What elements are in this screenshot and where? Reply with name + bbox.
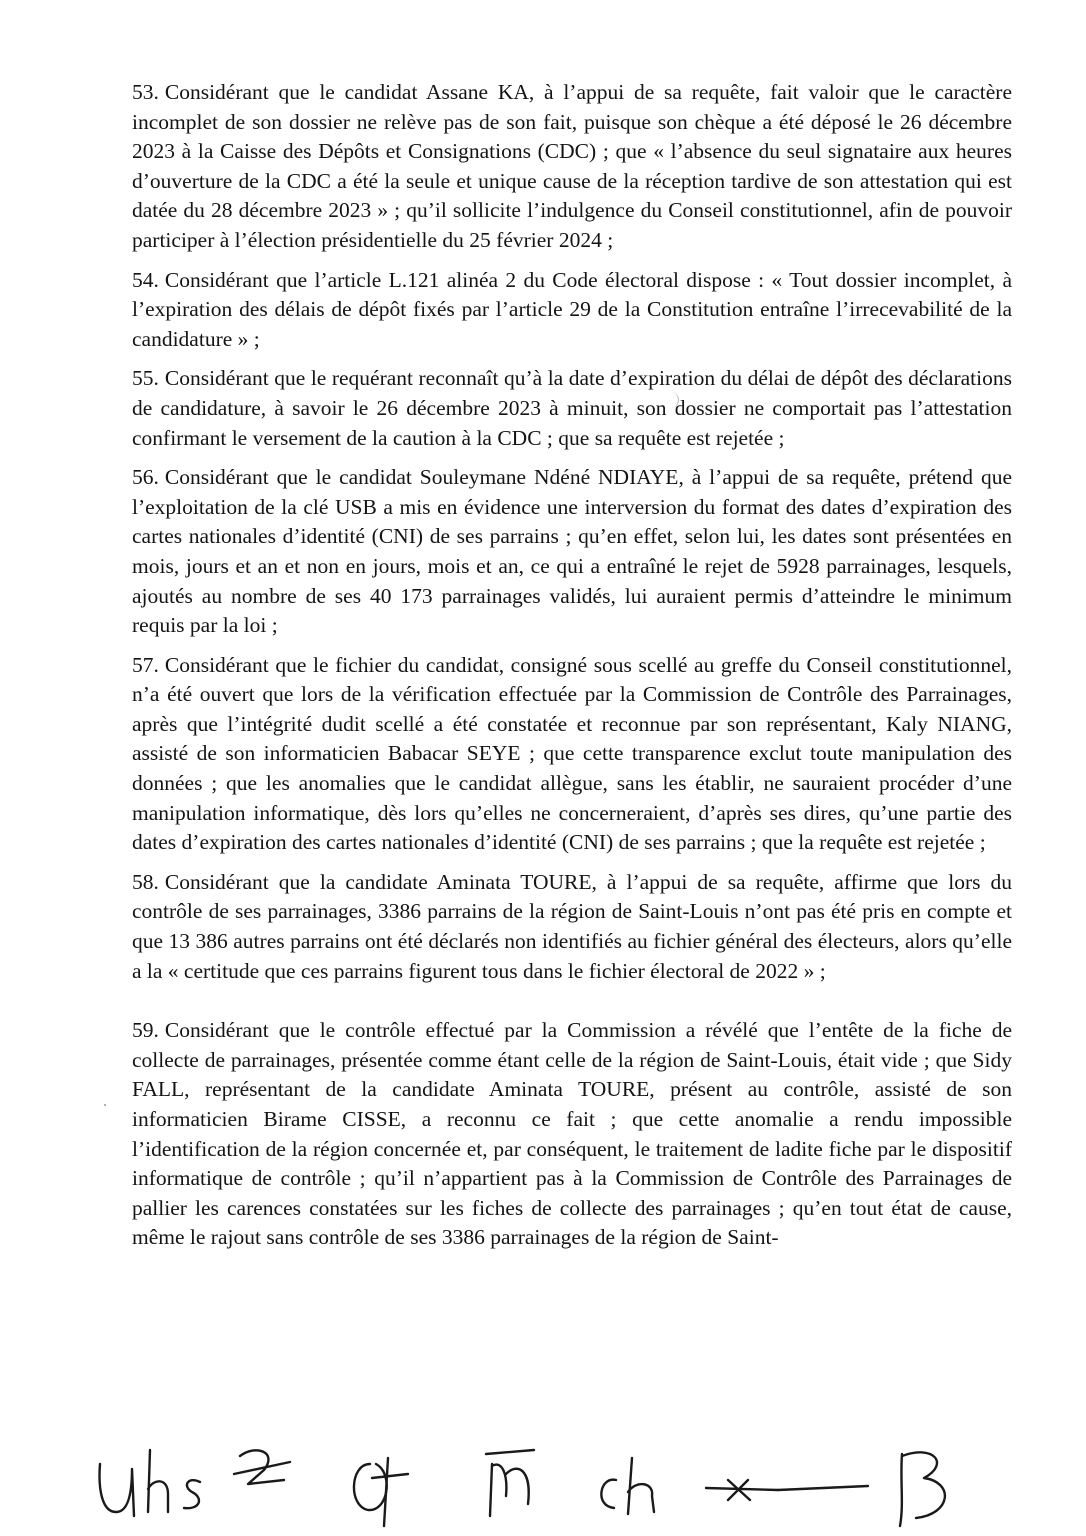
- paragraph-text: Considérant que le candidat Assane KA, à l’appui de sa requête, fait valoir que le caractère incomplet de son dossier ne relève pas de son fait, puisque son chèque a été déposé le 26 décembre 2023 à la Caisse des Dépôts et Consignations (CDC) ; que « l’absence du seul signataire aux heures d’ouverture de la CDC a été la seule et unique cause de la réception tardive de son attestation qui est datée du 28 décembre 2023 » ; qu’il sollicite l’indulgence du Conseil constitutionnel, afin de pouvoir participer à l’élection présidentielle du 25 février 2024 ;: [132, 80, 1012, 252]
- paragraph-56: [132, 463, 1012, 641]
- paragraph-text: Considérant que le fichier du candidat, consigné sous scellé au greffe du Conseil constitutionnel, n’a été ouvert que lors de la vérification effectuée par la Commission de Contrôle des Parrainages, après que l’intégrité dudit scellé a été constatée et reconnue par son représentant, Kaly NIANG, assisté de son informaticien Babacar SEYE ; que cette transparence exclut toute manipulation des données ; que les anomalies que le candidat allègue, sans les établir, ne sauraient procéder d’une manipulation informatique, dès lors qu’elles ne concerneraient, d’après ses dires, qu’une partie des dates d’expiration des cartes nationales d’identité (CNI) de ses parrains ; que la requête est rejetée ;: [132, 652, 1012, 855]
- paragraph-53: [132, 78, 1012, 256]
- paragraph-number: 58.: [132, 869, 159, 894]
- paragraph-text: Considérant que le contrôle effectué par la Commission a révélé que l’entête de la fiche de collecte de parrainages, présentée comme étant celle de la région de Saint-Louis, était vide ; que Sidy FALL, représentant de la candidate Aminata TOURE, présent au contrôle, assisté de son informaticien Birame CISSE, a reconnu ce fait ; que cette anomalie a rendu impossible l’identification de la région concernée et, par conséquent, le traitement de ladite fiche par le dispositif informatique de contrôle ; qu’il n’appartient pas à la Commission de Contrôle des Parrainages de pallier les carences constatées sur les fiches de collecte des parrainages ; qu’en tout état de cause, même le rajout sans contrôle de ses 3386 parrainages de la région de Saint-: [132, 1018, 1012, 1250]
- document-body: [132, 78, 1012, 1263]
- paragraph-number: 54.: [132, 267, 159, 292]
- scan-dot: [104, 1104, 106, 1106]
- paragraph-text: Considérant que la candidate Aminata TOURE, à l’appui de sa requête, affirme que lors du contrôle de ses parrainages, 3386 parrains de la région de Saint-Louis n’ont pas été pris en compte et que 13 386 autres parrains ont été déclarés non identifiés au fichier général des électeurs, alors qu’elle a la « certitude que ces parrains figurent tous dans le fichier électoral de 2022 » ;: [132, 869, 1012, 983]
- paragraph-number: 57.: [132, 652, 159, 677]
- paragraph-number: 53.: [132, 80, 159, 104]
- paragraph-text: Considérant que le candidat Souleymane Ndéné NDIAYE, à l’appui de sa requête, prétend que l’exploitation de la clé USB a mis en évidence une interversion du format des dates d’expiration des cartes nationales d’identité (CNI) de ses parrains ; qu’en effet, selon lui, les dates sont présentées en mois, jours et an et non en jours, mois et an, ce qui a entraîné le rejet de 5928 parrainages, lesquels, ajoutés au nombre de ses 40 173 parrainages validés, lui auraient permis d’atteindre le minimum requis par la loi ;: [132, 465, 1012, 638]
- paragraph-number: 55.: [132, 366, 159, 391]
- paragraph-55: [132, 364, 1012, 453]
- paragraph-57: [132, 651, 1012, 858]
- initials-signature-icon: [88, 1434, 988, 1530]
- paragraph-text: Considérant que le requérant reconnaît qu’à la date d’expiration du délai de dépôt des déclarations de candidature, à savoir le 26 décembre 2023 à minuit, son dossier ne comportait pas l’attestation confirmant le versement de la caution à la CDC ; que sa requête est rejetée ;: [132, 366, 1012, 450]
- paragraph-59: [132, 1016, 1012, 1253]
- paragraph-number: 59.: [132, 1018, 159, 1043]
- paragraph-number: 56.: [132, 465, 159, 490]
- paragraph-58: [132, 868, 1012, 986]
- handwritten-initials: [88, 1434, 988, 1530]
- paragraph-54: [132, 266, 1012, 355]
- paragraph-text: Considérant que l’article L.121 alinéa 2 du Code électoral dispose : « Tout dossier incomplet, à l’expiration des délais de dépôt fixés par l’article 29 de la Constitution entraîne l’irrecevabilité de la candidature » ;: [132, 267, 1012, 351]
